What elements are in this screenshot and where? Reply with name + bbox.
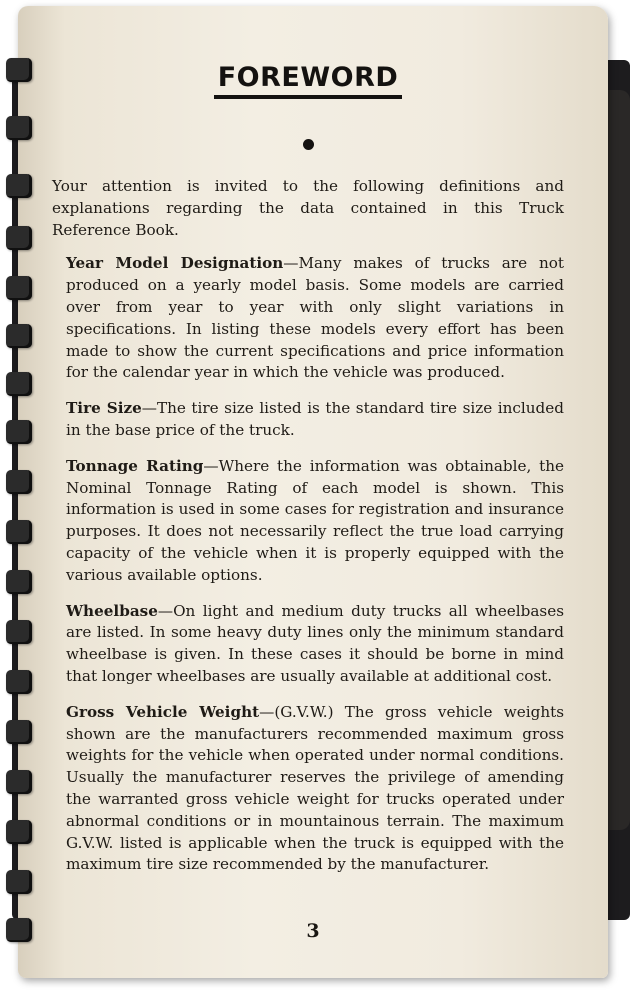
binding-coil bbox=[6, 174, 32, 198]
definition-term: Wheelbase bbox=[66, 601, 158, 620]
bullet-ornament bbox=[303, 139, 314, 150]
definition-term: Gross Vehicle Weight bbox=[66, 702, 260, 721]
definition-gross-vehicle-weight bbox=[52, 702, 564, 876]
binding-coil bbox=[6, 58, 32, 82]
definition-tonnage-rating bbox=[52, 456, 564, 587]
page-content bbox=[52, 62, 564, 890]
definition-term: Tire Size bbox=[66, 399, 142, 418]
definition-term: Tonnage Rating bbox=[66, 456, 204, 475]
intro-paragraph: Your attention is invited to the following definitions and explanations regarding the data contained in this Truck Reference Book. bbox=[52, 177, 564, 239]
binding-coil bbox=[6, 620, 32, 644]
binding-coil bbox=[6, 670, 32, 694]
binding-coil bbox=[6, 372, 32, 396]
binding-coil bbox=[6, 820, 32, 844]
page-number: 3 bbox=[306, 920, 320, 942]
definition-text: —Where the information was obtainable, the Nominal Tonnage Rating of each model is shown. This information is used in some cases for registration and insurance purposes. It does not necessarily reflect the true load carrying capacity of the vehicle when it is properly equipped with the various available options. bbox=[66, 456, 564, 584]
binding-coil bbox=[6, 420, 32, 444]
binding-coil bbox=[6, 520, 32, 544]
binding-coil bbox=[6, 918, 32, 942]
binding-coil bbox=[6, 770, 32, 794]
binding-coil bbox=[6, 276, 32, 300]
binding-coil bbox=[6, 324, 32, 348]
page-title: FOREWORD bbox=[52, 62, 564, 99]
binding-coil bbox=[6, 570, 32, 594]
definition-text: —(G.V.W.) The gross vehicle weights shown are the manufacturers recommended maximum gross weights for the vehicle when operated under normal conditions. Usually the manufacturer reserves the privilege of amending the warranted gross vehicle weight for trucks operated under abnormal conditions or in mountainous terrain. The maximum G.V.W. listed is applicable when the truck is equipped with the maximum tire size recommended by the manufacturer. bbox=[66, 702, 565, 874]
binding-coil bbox=[6, 116, 32, 140]
binding-coil bbox=[6, 226, 32, 250]
definition-text: —The tire size listed is the standard tire size included in the base price of the truck. bbox=[66, 399, 564, 439]
definition-tire-size bbox=[52, 398, 564, 442]
definition-wheelbase bbox=[52, 601, 564, 688]
spiral-binding bbox=[0, 0, 40, 1000]
definition-year-model bbox=[52, 253, 564, 384]
definition-text: —On light and medium duty trucks all wheelbases are listed. In some heavy duty lines only the minimum standard wheelbase is given. In these cases it should be borne in mind that longer wheelbases are usually available at additional cost. bbox=[66, 601, 564, 685]
binding-coil bbox=[6, 470, 32, 494]
binding-coil bbox=[6, 870, 32, 894]
binding-coil bbox=[6, 720, 32, 744]
definition-text: —Many makes of trucks are not produced on a yearly model basis. Some models are carried over from year to year with only slight variations in specifications. In listing these models every effort has been made to show the current specifications and price information for the calendar year in which the vehicle was produced. bbox=[66, 254, 564, 382]
book-page bbox=[18, 6, 608, 978]
definition-term: Year Model Designation bbox=[66, 254, 284, 273]
